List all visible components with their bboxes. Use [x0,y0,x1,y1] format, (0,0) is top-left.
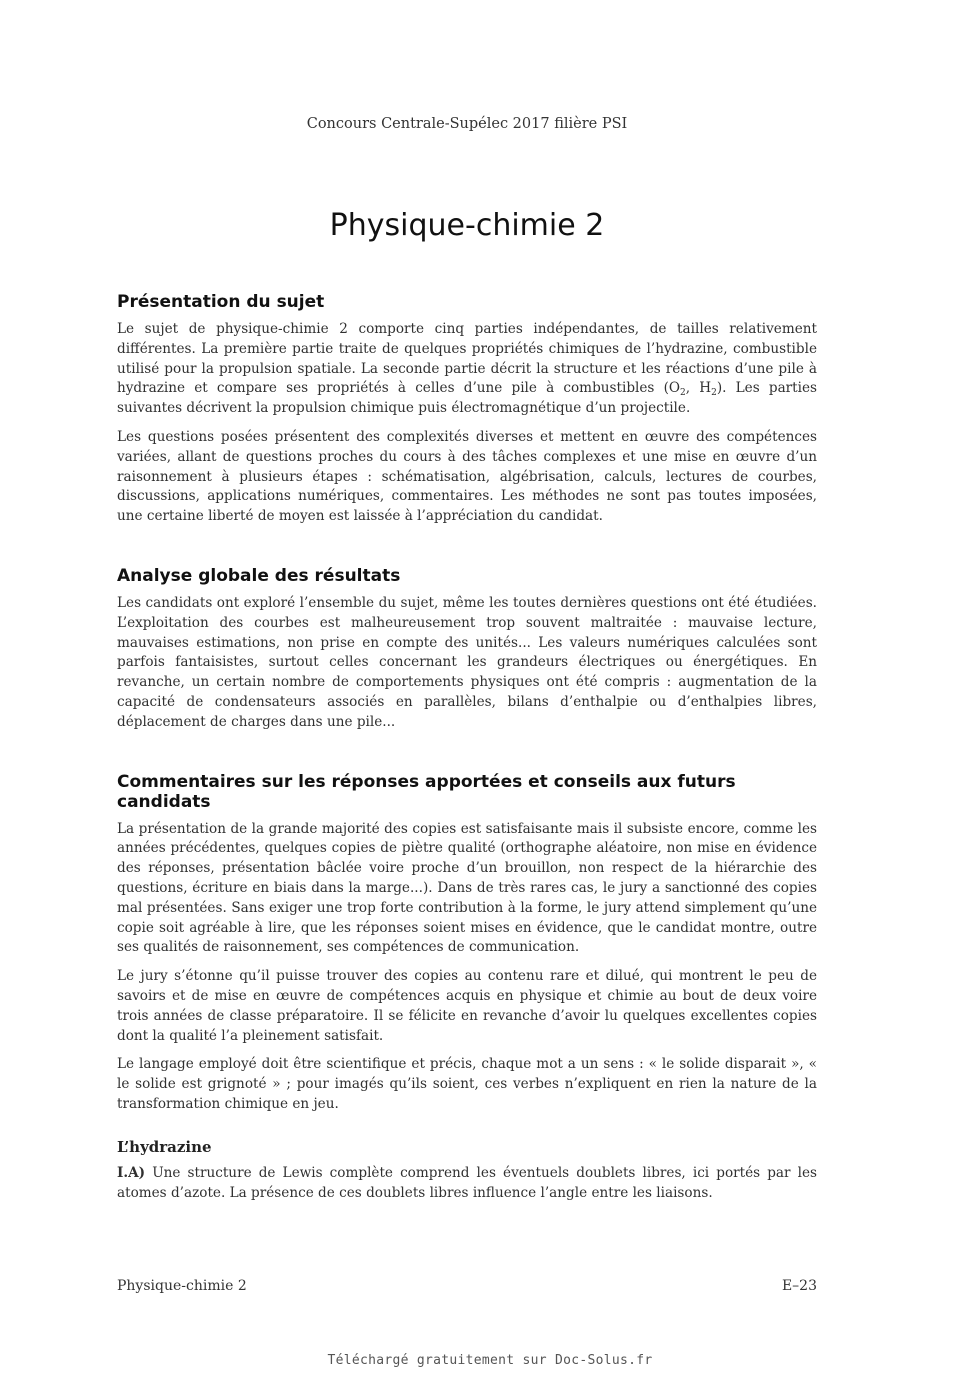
footer-page-number: E–23 [781,1278,817,1294]
section-heading-commentaires: Commentaires sur les réponses apportées et conseils aux futurs candidats [117,771,736,812]
footer-subject: Physique-chimie 2 [117,1278,247,1294]
paragraph-presentation-2: Les questions posées présentent des complexités diverses et mettent en œuvre des compétences variées, allant de questions proches du cours à des tâches complexes et une mise en œuvre d’un raisonnement à plusieurs étapes : schématisation, algébrisation, calculs, lectures de courbes, discussions, applications numériques, commentaires. Les méthodes ne sont pas toutes imposées, une certaine liberté de moyen est laissée à l’appréciation du candidat. [117,428,817,525]
download-watermark: Téléchargé gratuitement sur Doc-Solus.fr [327,1353,653,1368]
page-title: Physique-chimie 2 [329,208,605,243]
paragraph-commentaires-1: La présentation de la grande majorité des copies est satisfaisante mais il subsiste encore, comme les années précédentes, quelques copies de piètre qualité (orthographe aléatoire, non mise en évidence des réponses, présentation bâclée voire proche d’un brouillon, non respect de la hiérarchie des questions, écriture en biais dans la marge...). Dans de très rares cas, le jury a sanctionné des copies mal présentées. Sans exiger une trop forte contribution à la forme, le jury attend simplement qu’une copie soit agréable à lire, que les réponses soient mises en évidence, que le candidat montre, outre ses qualités de raisonnement, ses compétences de communication. [117,820,817,956]
section-commentaires [117,772,817,1115]
question-text: Une structure de Lewis complète comprend les éventuels doublets libres, ici portés par les atomes d’azote. La présence de ces doublets libres influence l’angle entre les liaisons. [117,1164,817,1201]
subsection-heading-hydrazine: L’hydrazine [117,1137,212,1156]
paragraph-presentation-1: Le sujet de physique-chimie 2 comporte cinq parties indépendantes, de tailles relativement différentes. La première partie traite de quelques propriétés chimiques de l’hydrazine, combustible utilisé pour la propulsion spatiale. La seconde partie décrit la structure et les réactions d’une pile à hydrazine et compare ses propriétés à celles d’une pile à combustibles ($O_2$, $H_2$). Les parties suivantes décrivent la propulsion chimique puis électromagnétique d’un projectile. [117,321,817,417]
paragraph-commentaires-2: Le jury s’étonne qu’il puisse trouver des copies au contenu rare et dilué, qui montrent le peu de savoirs et de mise en œuvre de compétences acquis en physique et chimie au bout de deux voire trois années de classe préparatoire. Il se félicite en revanche d’avoir lu quelques excellentes copies dont la qualité l’a pleinement satisfait. [117,968,817,1044]
paragraph-commentaires-3: Le langage employé doit être scientifique et précis, chaque mot a un sens : « le solide disparait », « le solide est grignoté » ; pour imagés qu’ils soient, ces verbes n’expliquent en rien la nature de la transformation chimique en jeu. [117,1056,817,1112]
section-analyse [117,566,817,733]
question-label: I.A) [117,1164,146,1181]
section-hydrazine [117,1138,817,1204]
section-heading-presentation: Présentation du sujet [117,292,325,312]
paragraph-question-ia [117,1164,817,1204]
section-heading-analyse: Analyse globale des résultats [117,565,401,586]
paragraph-analyse-1: Les candidats ont exploré l’ensemble du sujet, même les toutes dernières questions ont été étudiées. L’exploitation des courbes est malheureusement trop souvent maltraitée : mauvaise lecture, mauvaises estimations, non prise en compte des unités... Les valeurs numériques calculées sont parfois fantaisistes, surtout celles concernant les grandeurs électriques ou énergétiques. En revanche, un certain nombre de comportements physiques ont été compris : augmentation de la capacité de condensateurs associés en parallèles, bilans d’enthalpie ou d’enthalpies libres, déplacement de charges dans une pile... [117,594,817,730]
running-header: Concours Centrale-Supélec 2017 filière PSI [306,116,628,132]
section-presentation [117,292,817,527]
document-body [117,292,817,1212]
